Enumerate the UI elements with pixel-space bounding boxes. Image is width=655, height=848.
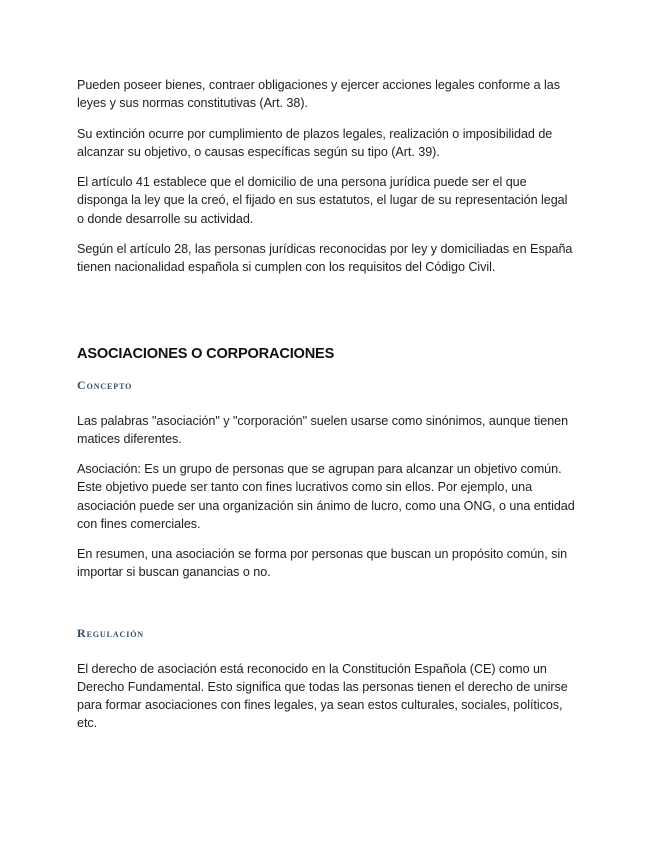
paragraph-concepto-sinonimos: Las palabras "asociación" y "corporación" suelen usarse como sinónimos, aunque tienen matices diferentes. bbox=[77, 413, 569, 446]
paragraph-nacionalidad: Según el artículo 28, las personas jurídicas reconocidas por ley y domiciliadas en España tienen nacionalidad española si cumplen con los requisitos del Código Civil. bbox=[77, 241, 573, 275]
paragraph-domicilio: El artículo 41 establece que el domicilio de una persona jurídica puede ser el que disponga la ley que la creó, el fijado en sus estatutos, el lugar de su representación legal o donde desarrolle su actividad. bbox=[77, 175, 568, 226]
subsection-spacer bbox=[77, 594, 577, 626]
paragraph-concepto-asociacion: Asociación: Es un grupo de personas que se agrupan para alcanzar un objetivo común. Este objetivo puede ser tanto con fines lucrativos como sin ellos. Por ejemplo, una asociación puede ser una organización sin ánimo de lucro, como una ONG, o una entidad con fines comerciales. bbox=[77, 462, 575, 531]
document-page bbox=[77, 76, 577, 745]
paragraph-extincion: Su extinción ocurre por cumplimiento de plazos legales, realización o imposibilidad de alcanzar su objetivo, o causas específicas según su tipo (Art. 39). bbox=[77, 126, 553, 159]
paragraph-capacidad: Pueden poseer bienes, contraer obligaciones y ejercer acciones legales conforme a las leyes y sus normas constitutivas (Art. 38). bbox=[77, 78, 560, 111]
subheading-regulacion: Regulación bbox=[77, 625, 145, 640]
paragraph-concepto-resumen: En resumen, una asociación se forma por personas que buscan un propósito común, sin importar si buscan ganancias o no. bbox=[77, 547, 568, 580]
section-heading-asociaciones: ASOCIACIONES O CORPORACIONES bbox=[77, 345, 335, 362]
subheading-concepto: Concepto bbox=[77, 377, 133, 392]
paragraph-regulacion-derecho: El derecho de asociación está reconocido en la Constitución Española (CE) como un Derecho Fundamental. Esto significa que todas las personas tienen el derecho de unirse para formar asociaciones con fines legales, ya sean estos culturales, sociales, políticos, etc. bbox=[77, 661, 568, 731]
section-spacer bbox=[77, 289, 577, 346]
